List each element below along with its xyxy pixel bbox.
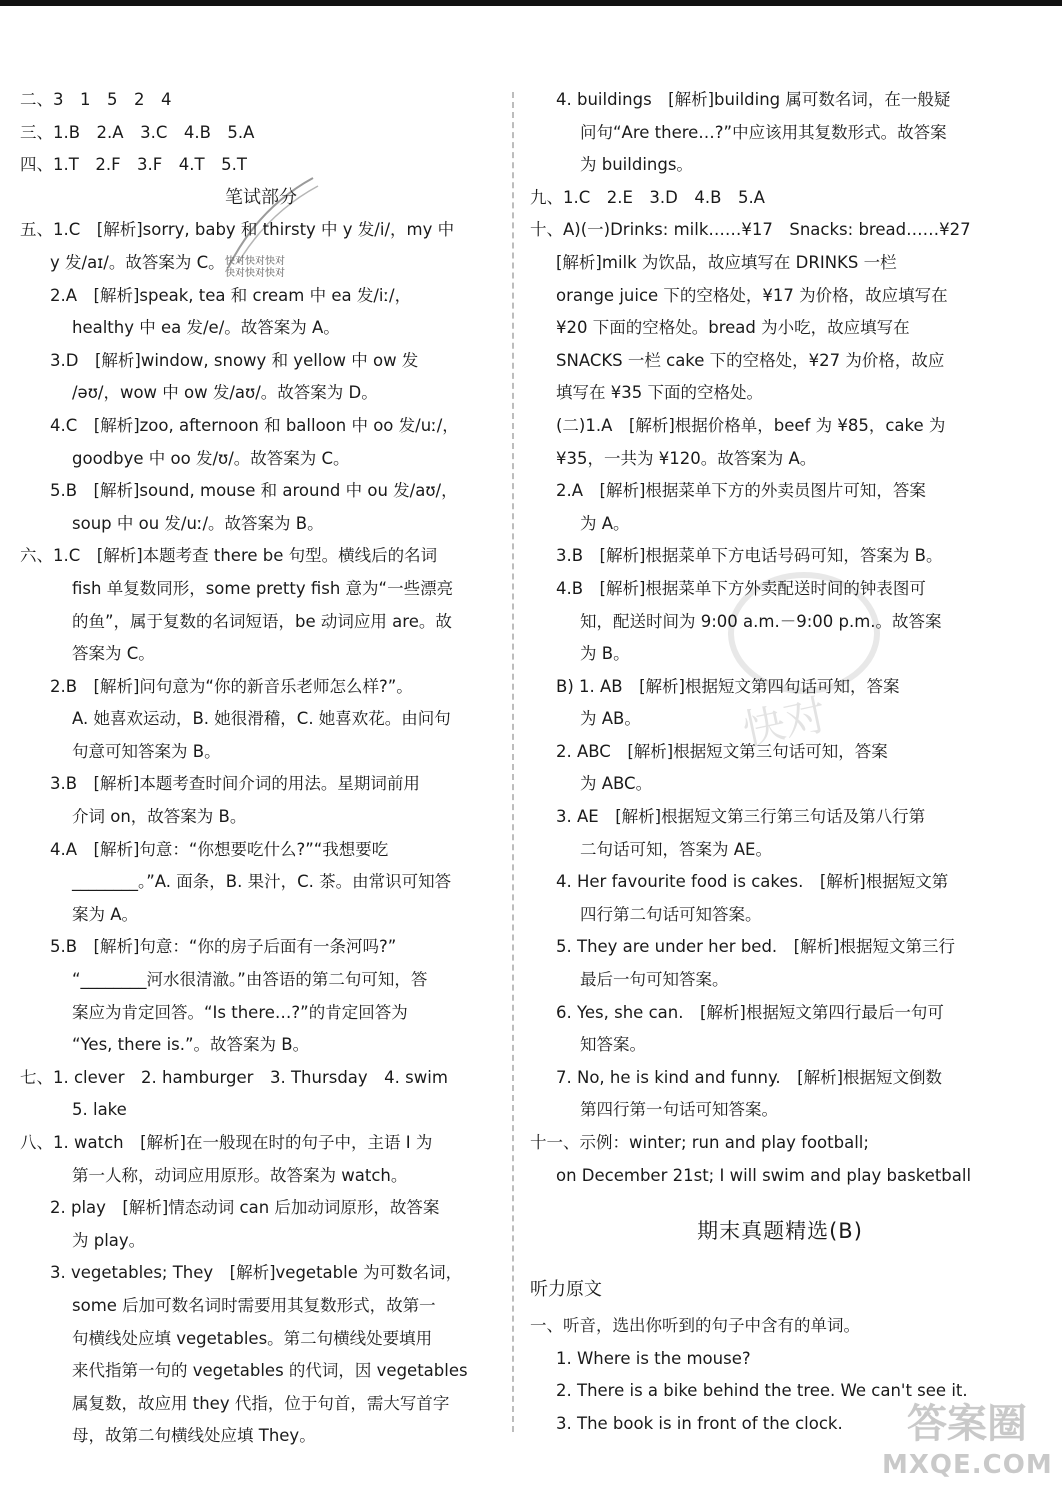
text-line: 7. No, he is kind and funny. [解析]根据短文倒数 bbox=[556, 1067, 943, 1087]
left-column bbox=[20, 84, 502, 1453]
text-line: 4.B [解析]根据菜单下方外卖配送时间的钟表图可 bbox=[556, 578, 926, 598]
text-line: 为 A。 bbox=[580, 513, 630, 533]
text-line: 3.B [解析]本题考查时间介词的用法。星期词前用 bbox=[50, 774, 420, 794]
text-line: 介词 on，故答案为 B。 bbox=[72, 807, 247, 827]
section-heading: 听力原文 bbox=[530, 1279, 602, 1301]
text-line: “Yes, there is.”。故答案为 B。 bbox=[72, 1035, 310, 1055]
text-line: 七、1. clever 2. hamburger 3. Thursday 4. swim bbox=[20, 1067, 448, 1087]
section-heading: 期末真题精选(B) bbox=[697, 1219, 863, 1244]
text-line: 六、1.C [解析]本题考查 there be 句型。横线后的名词 bbox=[20, 546, 438, 566]
site-logo-main: 答案圈 bbox=[907, 1401, 1027, 1447]
stamp-line-1: 快对快对快对 bbox=[225, 256, 285, 267]
text-line: 5. lake bbox=[72, 1100, 127, 1120]
text-line: 5. They are under her bed. [解析]根据短文第三行 bbox=[556, 937, 956, 957]
text-line: 为 play。 bbox=[72, 1230, 146, 1250]
text-line: “________河水很清澈。”由答语的第二句可知，答 bbox=[72, 970, 428, 990]
site-logo bbox=[882, 1398, 1052, 1488]
text-line: 第一人称，动词应用原形。故答案为 watch。 bbox=[72, 1165, 408, 1185]
text-line: 知，配送时间为 9:00 a.m.－9:00 p.m.。故答案 bbox=[580, 611, 942, 631]
text-line: 案应为肯定回答。“Is there…?”的肯定回答为 bbox=[72, 1002, 408, 1022]
text-line: 3. The book is in front of the clock. bbox=[556, 1413, 843, 1433]
text-line: healthy 中 ea 发/e/。故答案为 A。 bbox=[72, 318, 340, 338]
text-line: 十一、示例：winter; run and play football; bbox=[530, 1133, 869, 1152]
text-line: ¥35，一共为 ¥120。故答案为 A。 bbox=[556, 448, 817, 468]
text-line: 5.B [解析]句意：“你的房子后面有一条河吗?” bbox=[50, 937, 397, 957]
text-line: 为 buildings。 bbox=[580, 155, 693, 175]
text-line: 6. Yes, she can. [解析]根据短文第四行最后一句可 bbox=[556, 1002, 944, 1022]
text-line: 4.C [解析]zoo, afternoon 和 balloon 中 oo 发/uː/， bbox=[50, 415, 459, 435]
text-line: [解析]milk 为饮品，故应填写在 DRINKS 一栏 bbox=[556, 252, 897, 272]
text-line: on December 21st; I will swim and play basketball bbox=[556, 1165, 972, 1185]
text-line: goodbye 中 oo 发/ʊ/。故答案为 C。 bbox=[72, 448, 350, 468]
text-line: 母，故第二句横线处应填 They。 bbox=[72, 1426, 316, 1446]
text-line: 1. Where is the mouse? bbox=[556, 1348, 751, 1368]
text-line: 来代指第一句的 vegetables 的代词，因 vegetables bbox=[72, 1361, 468, 1381]
column-divider bbox=[512, 92, 514, 1432]
text-line: A. 她喜欢运动，B. 她很滑稽，C. 她喜欢花。由问句 bbox=[72, 709, 451, 729]
text-line: 第四行第一句话可知答案。 bbox=[580, 1100, 778, 1120]
text-line: some 后加可数名词时需要用其复数形式，故第一 bbox=[72, 1295, 436, 1315]
text-line: 案为 A。 bbox=[72, 904, 139, 924]
text-line: 为 ABC。 bbox=[580, 774, 653, 794]
text-line: 3.D [解析]window, snowy 和 yellow 中 ow 发 bbox=[50, 350, 419, 370]
text-line: soup 中 ou 发/uː/。故答案为 B。 bbox=[72, 513, 324, 533]
text-line: 八、1. watch [解析]在一般现在时的句子中，主语 I 为 bbox=[20, 1133, 433, 1152]
text-line: SNACKS 一栏 cake 下的空格处，¥27 为价格，故应 bbox=[556, 350, 945, 370]
text-line: 2. play [解析]情态动词 can 后加动词原形，故答案 bbox=[50, 1198, 440, 1218]
text-line: 一、听音，选出你听到的句子中含有的单词。 bbox=[530, 1316, 860, 1336]
text-line: 2.A [解析]根据菜单下方的外卖员图片可知，答案 bbox=[556, 481, 926, 501]
text-line: 十、A)(一)Drinks: milk……¥17 Snacks: bread……¥27 bbox=[530, 220, 971, 240]
text-line: 二、3 1 5 2 4 bbox=[20, 90, 172, 109]
text-line: B) 1. AB [解析]根据短文第四句话可知，答案 bbox=[556, 676, 900, 696]
top-rule bbox=[0, 0, 1062, 6]
text-line: 2.B [解析]问句意为“你的新音乐老师怎么样?”。 bbox=[50, 676, 413, 696]
right-column bbox=[530, 84, 1030, 1441]
text-line: 2.A [解析]speak, tea 和 cream 中 ea 发/iː/， bbox=[50, 285, 412, 305]
text-line: 句横线处应填 vegetables。第二句横线处要填用 bbox=[72, 1328, 433, 1348]
text-line: 九、1.C 2.E 3.D 4.B 5.A bbox=[530, 187, 765, 207]
text-line: 3. vegetables; They [解析]vegetable 为可数名词， bbox=[50, 1263, 463, 1283]
text-line: /əʊ/，wow 中 ow 发/aʊ/。故答案为 D。 bbox=[72, 383, 378, 403]
text-line: 填写在 ¥35 下面的空格处。 bbox=[556, 383, 763, 403]
text-line: 五、1.C [解析]sorry, baby 和 thirsty 中 y 发/i/，my 中 bbox=[20, 220, 455, 240]
stamp-line-2: 快对快对快对 bbox=[225, 268, 285, 279]
text-line: 5.B [解析]sound, mouse 和 around 中 ou 发/aʊ/， bbox=[50, 481, 458, 501]
text-line: 4. Her favourite food is cakes. [解析]根据短文第 bbox=[556, 872, 949, 892]
text-line: 2. There is a bike behind the tree. We can't see it. bbox=[556, 1381, 968, 1401]
text-line: 为 AB。 bbox=[580, 709, 641, 729]
text-line: ________。”A. 面条，B. 果汁，C. 茶。由常识可知答 bbox=[72, 872, 452, 892]
text-line: (二)1.A [解析]根据价格单，beef 为 ¥85，cake 为 bbox=[556, 415, 946, 435]
text-line: 的鱼”，属于复数的名词短语，be 动词应用 are。故 bbox=[72, 611, 452, 631]
text-line: 三、1.B 2.A 3.C 4.B 5.A bbox=[20, 122, 255, 142]
text-line: fish 单复数同形，some pretty fish 意为“一些漂亮 bbox=[72, 578, 454, 598]
text-line: 属复数，故应用 they 代指，位于句首，需大写首字 bbox=[72, 1393, 450, 1413]
text-line: 句意可知答案为 B。 bbox=[72, 741, 221, 761]
text-line: 二句话可知，答案为 AE。 bbox=[580, 839, 772, 859]
text-line: 4.A [解析]句意：“你想要吃什么?”“我想要吃 bbox=[50, 839, 389, 859]
text-line: 最后一句可知答案。 bbox=[580, 970, 729, 990]
text-line: 3. AE [解析]根据短文第三行第三句话及第八行第 bbox=[556, 807, 926, 827]
site-logo-url: MXQE.COM bbox=[882, 1450, 1053, 1480]
text-line: 知答案。 bbox=[580, 1035, 646, 1055]
text-line: y 发/aɪ/。故答案为 C。 bbox=[50, 252, 225, 272]
text-line: orange juice 下的空格处，¥17 为价格，故应填写在 bbox=[556, 285, 948, 305]
text-line: 四、1.T 2.F 3.F 4.T 5.T bbox=[20, 155, 247, 175]
text-line: 问句“Are there…?”中应该用其复数形式。故答案 bbox=[580, 122, 947, 142]
text-line: 2. ABC [解析]根据短文第三句话可知，答案 bbox=[556, 741, 888, 761]
watermark-text: 快对 bbox=[738, 689, 831, 756]
text-line: 为 B。 bbox=[580, 644, 630, 664]
text-line: ¥20 下面的空格处。bread 为小吃，故应填写在 bbox=[556, 318, 910, 338]
text-line: 四行第二句话可知答案。 bbox=[580, 904, 762, 924]
section-heading: 笔试部分 bbox=[225, 186, 297, 208]
text-line: 3.B [解析]根据菜单下方电话号码可知，答案为 B。 bbox=[556, 546, 943, 566]
text-line: 答案为 C。 bbox=[72, 644, 155, 664]
text-line: 4. buildings [解析]building 属可数名词，在一般疑 bbox=[556, 90, 951, 109]
